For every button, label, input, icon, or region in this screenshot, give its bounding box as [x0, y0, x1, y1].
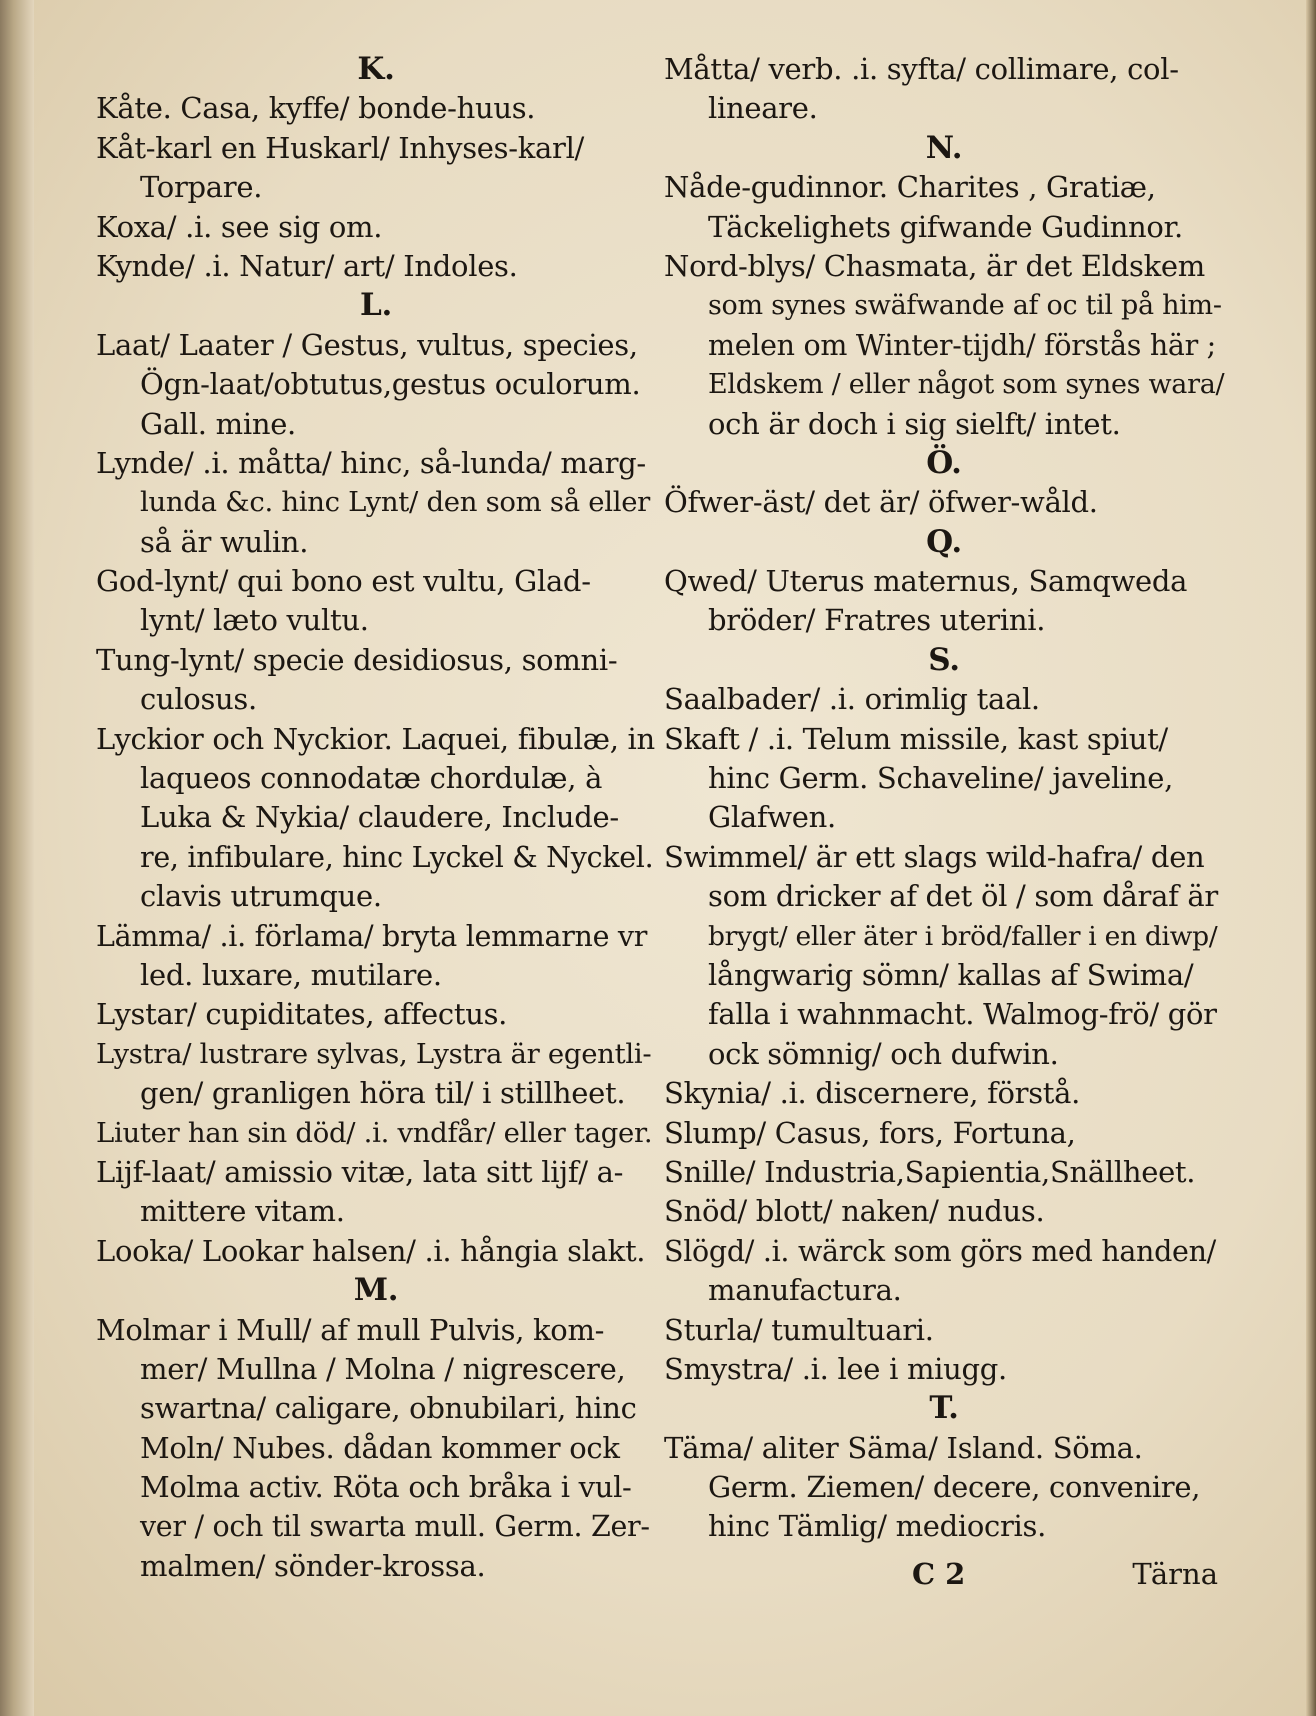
dictionary-entry: Kåte. Casa, kyffe/ bonde-huus. — [96, 91, 536, 126]
entry-continuation: Eldskem / eller något som synes wara/ — [708, 369, 1225, 401]
entry-continuation: clavis utrumque. — [140, 879, 382, 914]
page-gutter — [0, 0, 34, 1716]
dictionary-entry: Lijf-laat/ amissio vitæ, lata sitt lijf/ a- — [96, 1154, 624, 1189]
dictionary-entry: Slump/ Casus, fors, Fortuna, — [664, 1115, 1076, 1150]
entry-continuation: hinc Tämlig/ mediocris. — [708, 1509, 1047, 1544]
dictionary-entry: Koxa/ .i. see sig om. — [96, 209, 383, 244]
entry-continuation: Gall. mine. — [140, 406, 296, 441]
dictionary-entry: God-lynt/ qui bono est vultu, Glad- — [96, 564, 591, 599]
dictionary-entry: Nord-blys/ Chasmata, är det Eldskem — [664, 248, 1205, 283]
dictionary-entry: Måtta/ verb. .i. syfta/ collimare, col- — [664, 52, 1179, 86]
entry-continuation: brygt/ eller äter i bröd/faller i en diwp/ — [708, 920, 1218, 952]
entry-continuation: ver / och til swarta mull. Germ. Zer- — [140, 1510, 650, 1544]
right-column — [664, 50, 1224, 1547]
entry-continuation: culosus. — [140, 682, 257, 717]
dictionary-entry: Sturla/ tumultuari. — [664, 1312, 934, 1347]
section-letter: L. — [360, 287, 392, 324]
dictionary-entry: Lämma/ .i. förlama/ bryta lemmarne vr — [96, 919, 648, 953]
entry-continuation: falla i wahnmacht. Walmog-frö/ gör — [708, 997, 1217, 1032]
dictionary-entry: Molmar i Mull/ af mull Pulvis, kom- — [96, 1312, 605, 1347]
entry-continuation: laqueos connodatæ chordulæ, à — [140, 761, 603, 796]
entry-continuation: led. luxare, mutilare. — [140, 957, 442, 992]
entry-continuation: Täckelighets gifwande Gudinnor. — [708, 209, 1183, 244]
section-letter: M. — [353, 1272, 399, 1309]
section-letter: Ö. — [926, 444, 962, 481]
entry-continuation: hinc Germ. Schaveline/ javeline, — [708, 761, 1174, 796]
section-letter: S. — [928, 641, 960, 678]
page-footer — [664, 1554, 1224, 1594]
entry-continuation: lynt/ læto vultu. — [140, 603, 369, 638]
section-letter: Q. — [926, 523, 962, 560]
entry-continuation: melen om Winter-tijdh/ förstås här ; — [708, 328, 1216, 362]
section-letter: T. — [929, 1390, 959, 1427]
entry-continuation: Germ. Ziemen/ decere, convenire, — [708, 1470, 1201, 1505]
entry-continuation: bröder/ Fratres uterini. — [708, 603, 1046, 638]
dictionary-entry: Smystra/ .i. lee i miugg. — [664, 1351, 1007, 1386]
entry-continuation: lineare. — [708, 91, 818, 126]
dictionary-entry: Lystra/ lustrare sylvas, Lystra är egentli- — [96, 1037, 652, 1070]
dictionary-entry: Liuter han sin död/ .i. vndfår/ eller tager. — [96, 1116, 653, 1149]
dictionary-entry: Saalbader/ .i. orimlig taal. — [664, 682, 1040, 717]
entry-continuation: Ögn-laat/obtutus,gestus oculorum. — [140, 367, 641, 402]
dictionary-entry: Snille/ Industria,Sapientia,Snällheet. — [664, 1154, 1196, 1189]
entry-continuation: swartna/ caligare, obnubilari, hinc — [140, 1391, 637, 1426]
entry-continuation: manufactura. — [708, 1273, 902, 1308]
entry-continuation: Molma activ. Röta och bråka i vul- — [140, 1470, 632, 1505]
page-edge — [1306, 0, 1316, 1716]
entry-continuation: som dricker af det öl / som dåraf är — [708, 879, 1218, 914]
dictionary-entry: Skaft / .i. Telum missile, kast spiut/ — [664, 721, 1168, 756]
dictionary-entry: Täma/ aliter Säma/ Island. Söma. — [664, 1430, 1143, 1465]
left-column — [96, 50, 656, 1586]
entry-continuation: Moln/ Nubes. dådan kommer ock — [140, 1430, 620, 1465]
dictionary-entry: Looka/ Lookar halsen/ .i. hångia slakt. — [96, 1233, 646, 1268]
dictionary-entry: Snöd/ blott/ naken/ nudus. — [664, 1194, 1045, 1229]
entry-continuation: Torpare. — [140, 170, 263, 205]
signature-mark: C 2 — [912, 1557, 966, 1591]
dictionary-entry: Tung-lynt/ specie desidiosus, somni- — [96, 642, 618, 677]
entry-continuation: långwarig sömn/ kallas af Swima/ — [708, 957, 1194, 992]
catchword: Tärna — [1132, 1557, 1218, 1591]
entry-continuation: så är wulin. — [140, 524, 309, 559]
dictionary-entry: Kåt-karl en Huskarl/ Inhyses-karl/ — [96, 130, 585, 165]
section-letter: K. — [357, 51, 395, 87]
dictionary-entry: Lyckior och Nyckior. Laquei, fibulæ, in — [96, 721, 655, 756]
dictionary-entry: Swimmel/ är ett slags wild-hafra/ den — [664, 839, 1205, 874]
dictionary-entry: Skynia/ .i. discernere, förstå. — [664, 1076, 1081, 1111]
dictionary-entry: Lynde/ .i. måtta/ hinc, så-lunda/ marg- — [96, 445, 646, 480]
dictionary-entry: Slögd/ .i. wärck som görs med handen/ — [664, 1234, 1216, 1268]
entry-continuation: lunda &c. hinc Lynt/ den som så eller — [140, 486, 651, 519]
entry-continuation: mer/ Mullna / Molna / nigrescere, — [140, 1351, 626, 1386]
dictionary-entry: Öfwer-äst/ det är/ öfwer-wåld. — [664, 485, 1098, 520]
entry-continuation: som synes swäfwande af oc til på him- — [708, 290, 1222, 322]
entry-continuation: re, infibulare, hinc Lyckel & Nyckel. — [140, 840, 654, 874]
dictionary-entry: Nåde-gudinnor. Charites , Gratiæ, — [664, 170, 1156, 205]
dictionary-entry: Lystar/ cupiditates, affectus. — [96, 997, 508, 1032]
entry-continuation: Glafwen. — [708, 800, 836, 835]
entry-continuation: ock sömnig/ och dufwin. — [708, 1036, 1059, 1071]
section-letter: N. — [925, 129, 963, 166]
entry-continuation: malmen/ sönder-krossa. — [140, 1548, 486, 1583]
entry-continuation: mittere vitam. — [140, 1194, 345, 1229]
dictionary-entry: Kynde/ .i. Natur/ art/ Indoles. — [96, 248, 518, 283]
dictionary-entry: Qwed/ Uterus maternus, Samqweda — [664, 564, 1188, 599]
entry-continuation: gen/ granligen höra til/ i stillheet. — [140, 1076, 626, 1111]
dictionary-entry: Laat/ Laater / Gestus, vultus, species, — [96, 327, 638, 362]
entry-continuation: Luka & Nykia/ claudere, Include- — [140, 800, 619, 835]
entry-continuation: och är doch i sig sielft/ intet. — [708, 406, 1121, 441]
